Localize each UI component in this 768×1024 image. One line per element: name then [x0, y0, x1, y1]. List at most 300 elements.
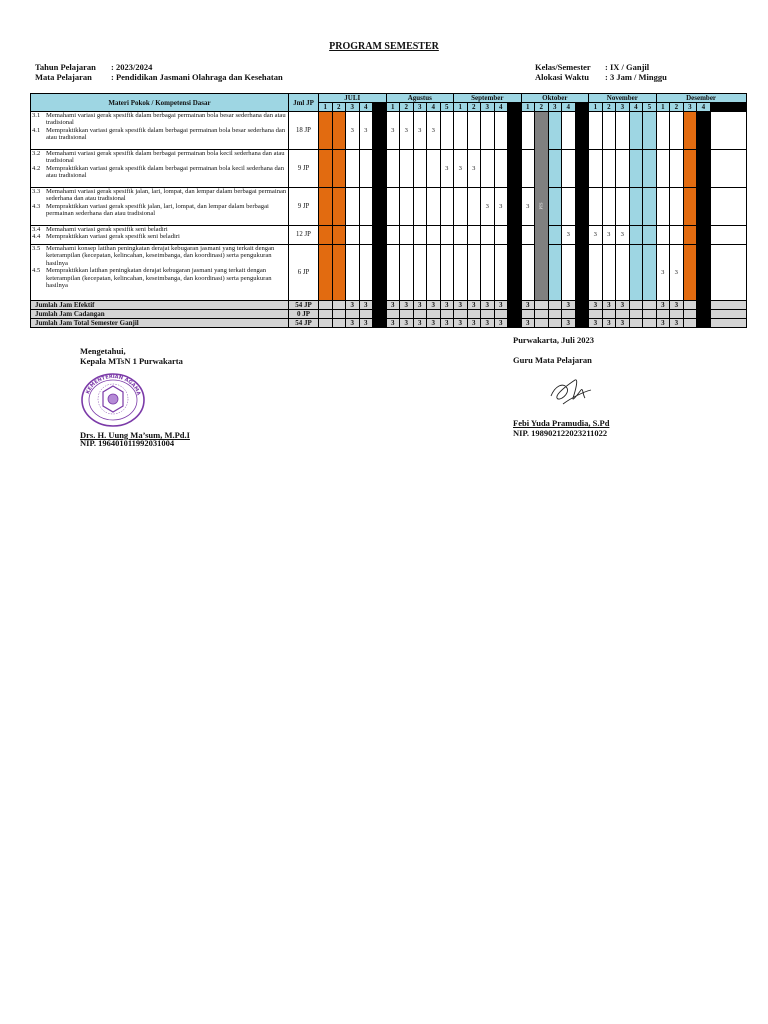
week-cell	[589, 112, 603, 150]
kd-item	[32, 203, 287, 218]
table-row	[31, 226, 747, 245]
week-cell	[602, 188, 616, 226]
week-cell	[319, 188, 333, 226]
total-week-cell	[454, 310, 468, 319]
week-cell	[481, 245, 495, 301]
total-week-cell: 3	[656, 319, 670, 328]
week-cell	[386, 188, 400, 226]
total-week-cell: 3	[670, 301, 684, 310]
week-cell: 3	[656, 245, 670, 301]
header-week: 2	[602, 103, 616, 112]
total-week-cell	[616, 310, 630, 319]
jp-cell: 12 JP	[289, 226, 319, 245]
total-week-cell	[697, 301, 711, 310]
materi-cell	[31, 188, 289, 226]
total-week-cell	[562, 310, 576, 319]
kd-number: 4.5	[32, 267, 41, 275]
total-week-cell	[548, 310, 562, 319]
week-cell	[562, 150, 576, 188]
week-cell	[656, 188, 670, 226]
total-row	[31, 310, 747, 319]
week-cell	[521, 226, 535, 245]
week-cell: 3	[427, 112, 441, 150]
kd-item	[32, 165, 287, 180]
week-cell	[697, 188, 711, 226]
week-cell	[616, 245, 630, 301]
week-cell	[373, 150, 387, 188]
table-row	[31, 112, 747, 150]
total-week-cell	[413, 310, 427, 319]
week-cell	[440, 245, 454, 301]
week-cell	[562, 188, 576, 226]
week-cell: 3	[359, 112, 373, 150]
week-cell	[670, 226, 684, 245]
week-cell: 3	[440, 150, 454, 188]
total-week-cell: 3	[427, 319, 441, 328]
kd-item	[32, 112, 287, 127]
header-week: 4	[697, 103, 711, 112]
signature-right	[513, 335, 594, 365]
kd-number: 3.4	[32, 226, 41, 233]
total-week-cell	[656, 310, 670, 319]
kd-item	[32, 150, 287, 165]
week-cell	[332, 188, 346, 226]
headmaster-name: Drs. H. Uung Ma’sum, M.Pd.I	[80, 430, 190, 440]
materi-cell	[31, 150, 289, 188]
total-week-cell: 3	[562, 301, 576, 310]
kd-text: Mempraktikkan variasi gerak spesifik seni beladiri	[46, 233, 180, 241]
week-cell	[413, 245, 427, 301]
total-week-cell	[535, 319, 549, 328]
header-month: Desember	[656, 94, 746, 103]
week-cell	[629, 245, 643, 301]
week-cell	[481, 150, 495, 188]
week-cell	[508, 112, 522, 150]
week-cell	[373, 112, 387, 150]
header-week: 2	[400, 103, 414, 112]
total-week-cell: 3	[359, 319, 373, 328]
header-week: 1	[589, 103, 603, 112]
total-week-cell	[494, 310, 508, 319]
total-week-cell	[332, 310, 346, 319]
header-week-separator	[575, 103, 589, 112]
total-week-cell: 3	[386, 319, 400, 328]
header-row-mapel: Mata Pelajaran : Pendidikan Jasmani Olahraga dan Kesehatan	[35, 72, 283, 82]
total-week-cell: 3	[656, 301, 670, 310]
week-cell	[616, 112, 630, 150]
week-cell	[629, 112, 643, 150]
total-label: Jumlah Jam Efektif	[31, 301, 289, 310]
total-jp: 54 JP	[289, 301, 319, 310]
total-week-cell: 3	[467, 319, 481, 328]
week-cell	[346, 150, 360, 188]
materi-cell	[31, 112, 289, 150]
jp-cell: 18 JP	[289, 112, 319, 150]
table-row	[31, 150, 747, 188]
total-week-cell: 3	[454, 301, 468, 310]
week-cell	[332, 112, 346, 150]
week-cell	[494, 150, 508, 188]
week-cell	[319, 112, 333, 150]
week-cell	[589, 245, 603, 301]
table-row	[31, 188, 747, 226]
kd-text: Memahami variasi gerak spesifik jalan, lari, lompat, dan lempar dalam berbagai permainan sederhana dan atau tradisional	[46, 188, 287, 203]
header-week: 4	[494, 103, 508, 112]
total-week-cell	[548, 301, 562, 310]
kd-item	[32, 267, 287, 289]
headmaster-title: Kepala MTsN 1 Purwakarta	[80, 356, 183, 366]
official-stamp	[80, 372, 146, 428]
semester-program-table	[30, 93, 747, 328]
week-cell	[454, 188, 468, 226]
total-week-cell: 3	[400, 301, 414, 310]
total-week-cell: 3	[481, 301, 495, 310]
week-cell	[697, 245, 711, 301]
header-week: 5	[643, 103, 657, 112]
week-cell: 3	[481, 188, 495, 226]
week-cell	[400, 188, 414, 226]
header-week: 4	[427, 103, 441, 112]
header-jml-jp: Jml JP	[289, 94, 319, 112]
week-cell: 3	[521, 188, 535, 226]
ket-cell	[710, 112, 746, 150]
week-cell	[386, 226, 400, 245]
week-cell	[616, 188, 630, 226]
header-week-separator	[710, 103, 746, 112]
kd-text: Memahami variasi gerak spesifik seni beladiri	[46, 226, 168, 233]
week-cell	[602, 150, 616, 188]
week-cell	[359, 188, 373, 226]
total-week-cell: 3	[589, 301, 603, 310]
header-week: 2	[535, 103, 549, 112]
week-cell	[602, 245, 616, 301]
week-cell	[656, 226, 670, 245]
total-week-cell: 3	[521, 319, 535, 328]
week-cell	[481, 226, 495, 245]
week-cell	[332, 226, 346, 245]
week-cell	[697, 112, 711, 150]
total-week-cell	[629, 310, 643, 319]
total-ket-cell	[710, 319, 746, 328]
week-cell	[548, 245, 562, 301]
header-week: 1	[319, 103, 333, 112]
total-week-cell: 3	[454, 319, 468, 328]
jp-cell: 6 JP	[289, 245, 319, 301]
total-week-cell	[575, 301, 589, 310]
total-week-cell	[481, 310, 495, 319]
week-cell	[670, 112, 684, 150]
week-cell	[400, 226, 414, 245]
header-week: 1	[454, 103, 468, 112]
total-week-cell	[683, 310, 697, 319]
week-cell	[386, 245, 400, 301]
teacher-nip: NIP. 198902122023211022	[513, 428, 608, 438]
header-week: 1	[386, 103, 400, 112]
stamp-text: KEMENTERIAN AGAMA	[85, 373, 142, 397]
kd-number: 4.1	[32, 126, 41, 134]
total-week-cell	[629, 301, 643, 310]
week-cell	[629, 188, 643, 226]
week-cell: 3	[467, 150, 481, 188]
week-cell	[319, 150, 333, 188]
week-cell	[683, 188, 697, 226]
total-week-cell	[643, 301, 657, 310]
ket-cell	[710, 245, 746, 301]
week-cell: 3	[454, 150, 468, 188]
week-cell	[602, 112, 616, 150]
total-week-cell	[319, 319, 333, 328]
header-row-kelas: Kelas/Semester : IX / Ganjil	[535, 62, 650, 72]
week-cell	[467, 226, 481, 245]
header-week: 1	[521, 103, 535, 112]
week-cell	[427, 226, 441, 245]
week-cell	[508, 188, 522, 226]
week-cell	[562, 112, 576, 150]
week-cell	[400, 150, 414, 188]
ket-cell	[710, 188, 746, 226]
total-week-cell	[373, 310, 387, 319]
teacher-title: Guru Mata Pelajaran	[513, 355, 592, 365]
week-cell	[575, 226, 589, 245]
header-month: November	[589, 94, 657, 103]
week-cell	[413, 188, 427, 226]
total-week-cell	[589, 310, 603, 319]
week-cell	[373, 188, 387, 226]
total-week-cell	[319, 310, 333, 319]
page-title: PROGRAM SEMESTER	[329, 41, 439, 52]
total-week-cell	[602, 310, 616, 319]
week-cell	[319, 245, 333, 301]
week-cell	[494, 112, 508, 150]
week-cell	[643, 112, 657, 150]
header-materi: Materi Pokok / Kompetensi Dasar	[31, 94, 289, 112]
signature-left-name	[80, 430, 190, 448]
week-cell	[386, 150, 400, 188]
materi-cell	[31, 245, 289, 301]
kd-item	[32, 233, 287, 240]
week-cell	[346, 226, 360, 245]
total-week-cell: 3	[602, 319, 616, 328]
kd-text: Mempraktikkan variasi gerak spesifik dalam berbagai permainan bola kecil sederhana dan atau tradisional	[46, 164, 285, 180]
kd-text: Memahami variasi gerak spesifik dalam berbagai permainan bola besar sederhana dan atau tradisional	[46, 112, 286, 127]
total-week-cell	[373, 319, 387, 328]
total-week-cell	[508, 301, 522, 310]
week-cell: 3	[494, 188, 508, 226]
header-week: 3	[616, 103, 630, 112]
svg-text:KEMENTERIAN AGAMA	[85, 374, 141, 396]
week-cell	[670, 150, 684, 188]
week-cell: 3	[562, 226, 576, 245]
signature-right-name	[513, 418, 609, 438]
week-cell	[346, 245, 360, 301]
total-week-cell	[575, 310, 589, 319]
week-cell	[332, 150, 346, 188]
total-week-cell	[548, 319, 562, 328]
week-cell	[467, 188, 481, 226]
week-cell	[683, 112, 697, 150]
week-cell	[697, 226, 711, 245]
week-cell	[656, 112, 670, 150]
header-week: 3	[481, 103, 495, 112]
kd-item	[32, 127, 287, 142]
week-cell	[427, 188, 441, 226]
week-cell	[440, 188, 454, 226]
total-week-cell: 3	[616, 319, 630, 328]
kd-item	[32, 245, 287, 267]
signature-left	[80, 346, 183, 366]
total-week-cell	[332, 301, 346, 310]
week-cell	[521, 245, 535, 301]
week-cell	[373, 245, 387, 301]
week-cell: 3	[386, 112, 400, 150]
materi-cell	[31, 226, 289, 245]
total-week-cell	[508, 319, 522, 328]
week-cell	[400, 245, 414, 301]
total-week-cell: 3	[413, 319, 427, 328]
week-cell	[616, 150, 630, 188]
total-week-cell	[319, 301, 333, 310]
pts-label: PTS	[538, 202, 544, 210]
ket-cell	[710, 150, 746, 188]
week-cell	[467, 245, 481, 301]
total-week-cell: 3	[413, 301, 427, 310]
total-week-cell	[535, 301, 549, 310]
total-label: Jumlah Jam Total Semester Ganjil	[31, 319, 289, 328]
week-cell	[332, 245, 346, 301]
place-date: Purwakarta, Juli 2023	[513, 335, 594, 345]
kd-text: Memahami konsep latihan peningkatan derajat kebugaran jasmani yang terkait dengan keterampilan (kecepatan, kelincahan, keseimbanga, dan koordinasi) serta pengukuran hasilnya	[46, 245, 275, 267]
header-week-separator	[508, 103, 522, 112]
header-right	[535, 62, 667, 82]
week-cell	[656, 150, 670, 188]
total-week-cell: 3	[521, 301, 535, 310]
week-cell	[575, 112, 589, 150]
ket-cell	[710, 226, 746, 245]
total-week-cell: 3	[467, 301, 481, 310]
week-cell	[643, 245, 657, 301]
week-cell: 3	[589, 226, 603, 245]
total-week-cell: 3	[494, 319, 508, 328]
header-month: JULI	[319, 94, 387, 103]
total-week-cell: 3	[562, 319, 576, 328]
total-week-cell: 3	[670, 319, 684, 328]
total-week-cell: 3	[346, 301, 360, 310]
acknowledge-label: Mengetahui,	[80, 346, 126, 356]
week-cell	[454, 226, 468, 245]
week-cell	[683, 150, 697, 188]
total-week-cell: 3	[427, 301, 441, 310]
kd-number: 4.2	[32, 164, 41, 172]
total-week-cell: 3	[400, 319, 414, 328]
week-cell	[359, 245, 373, 301]
total-week-cell	[575, 319, 589, 328]
total-row	[31, 319, 747, 328]
kd-text: Mempraktikkan variasi gerak spesifik dalam berbagai permainan bola besar sederhana dan atau tradisional	[46, 126, 286, 142]
week-cell	[454, 245, 468, 301]
header-week: 4	[562, 103, 576, 112]
total-week-cell	[643, 319, 657, 328]
week-cell	[683, 226, 697, 245]
week-cell	[346, 188, 360, 226]
week-cell	[670, 188, 684, 226]
total-week-cell: 3	[386, 301, 400, 310]
kd-number: 3.2	[32, 150, 41, 157]
total-week-cell: 3	[440, 301, 454, 310]
total-week-cell: 3	[481, 319, 495, 328]
week-cell	[548, 112, 562, 150]
total-week-cell	[670, 310, 684, 319]
total-week-cell	[400, 310, 414, 319]
pts-column	[535, 112, 549, 301]
week-cell	[521, 150, 535, 188]
total-week-cell: 3	[346, 319, 360, 328]
teacher-signature	[545, 374, 595, 410]
total-week-cell	[683, 319, 697, 328]
kd-item	[32, 226, 287, 233]
week-cell	[548, 188, 562, 226]
week-cell	[697, 150, 711, 188]
week-cell	[683, 245, 697, 301]
kd-item	[32, 188, 287, 203]
week-cell	[494, 245, 508, 301]
total-week-cell	[697, 319, 711, 328]
total-week-cell	[535, 310, 549, 319]
headmaster-nip: NIP. 196401011992031004	[80, 438, 175, 448]
week-cell	[629, 150, 643, 188]
week-cell	[440, 226, 454, 245]
total-week-cell: 3	[494, 301, 508, 310]
week-cell	[575, 245, 589, 301]
header-month: Agustus	[386, 94, 454, 103]
week-cell: 3	[400, 112, 414, 150]
header-week: 2	[332, 103, 346, 112]
total-week-cell: 3	[440, 319, 454, 328]
total-week-cell: 3	[589, 319, 603, 328]
week-cell: 3	[670, 245, 684, 301]
kd-number: 3.3	[32, 188, 41, 195]
total-week-cell	[521, 310, 535, 319]
total-week-cell	[697, 310, 711, 319]
week-cell	[575, 150, 589, 188]
week-cell	[575, 188, 589, 226]
week-cell	[319, 226, 333, 245]
total-week-cell	[629, 319, 643, 328]
week-cell	[481, 112, 495, 150]
week-cell	[508, 245, 522, 301]
week-cell: 3	[602, 226, 616, 245]
week-cell	[467, 112, 481, 150]
week-cell	[562, 245, 576, 301]
header-week: 4	[629, 103, 643, 112]
total-week-cell	[386, 310, 400, 319]
header-left	[35, 62, 283, 82]
total-week-cell	[359, 310, 373, 319]
total-label: Jumlah Jam Cadangan	[31, 310, 289, 319]
week-cell	[373, 226, 387, 245]
week-cell	[359, 150, 373, 188]
week-cell	[427, 150, 441, 188]
header-month: September	[454, 94, 522, 103]
header-week-separator	[373, 103, 387, 112]
week-cell	[359, 226, 373, 245]
week-cell	[494, 226, 508, 245]
header-week: 3	[683, 103, 697, 112]
week-cell	[589, 150, 603, 188]
total-week-cell	[683, 301, 697, 310]
kd-text: Mempraktikkan latihan peningkatan derajat kebugaran jasmani yang terkait dengan keterampilan (kecepatan, kelincahan, keseimbanga, dan koordinasi) serta pengukuran hasilnya	[46, 267, 272, 290]
week-cell	[427, 245, 441, 301]
total-row	[31, 301, 747, 310]
